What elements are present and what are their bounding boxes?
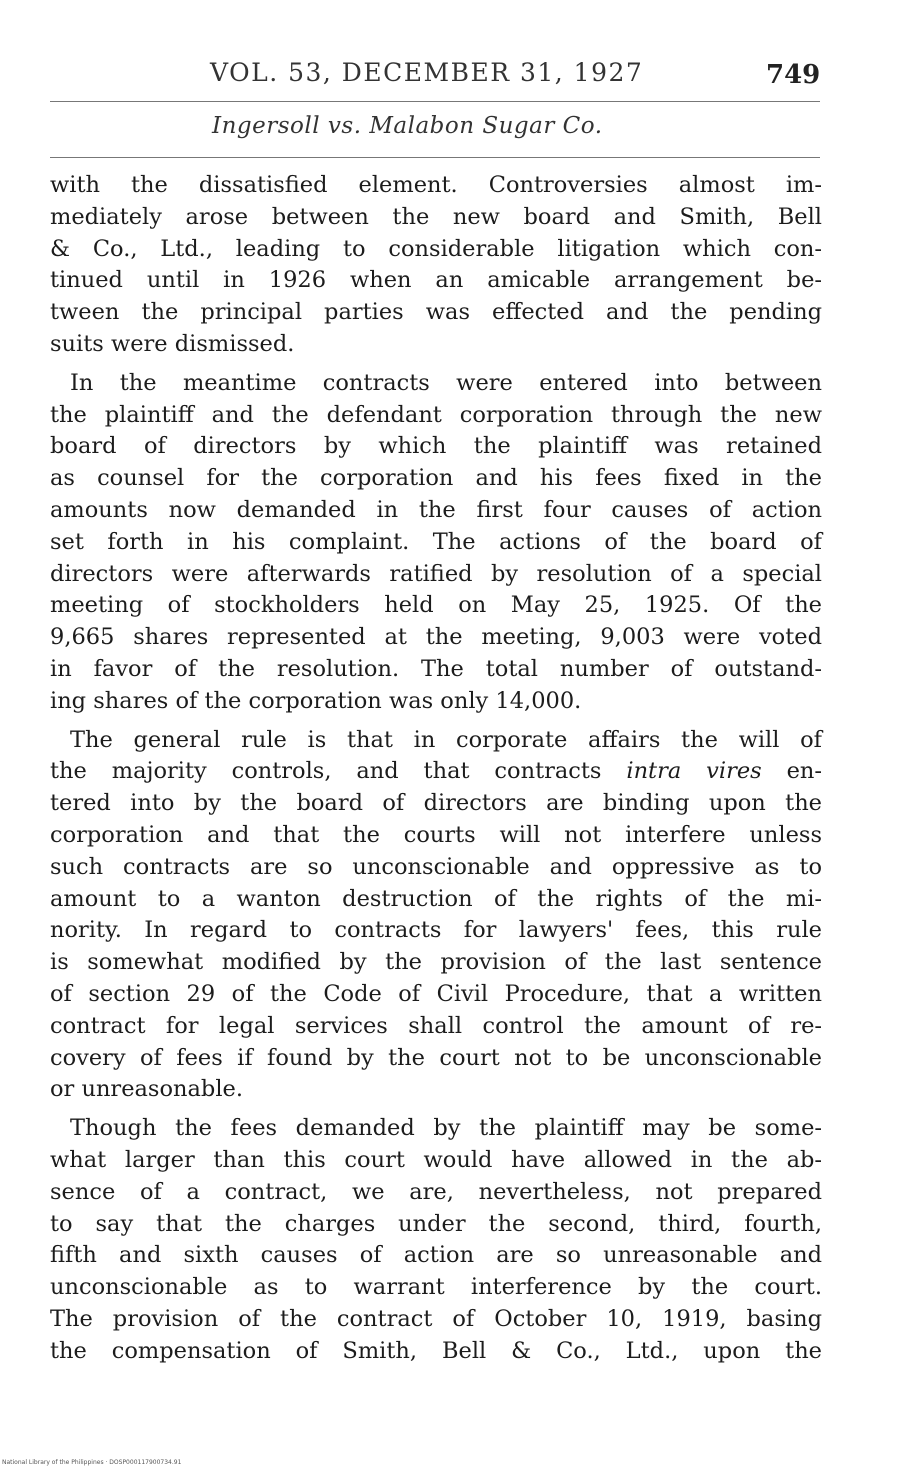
page-number: 749 bbox=[766, 60, 821, 90]
text-line: amounts now demanded in the first four causes of action bbox=[50, 496, 822, 523]
text-segment: the majority controls, and that contracts bbox=[50, 758, 602, 785]
text-line: meeting of stockholders held on May 25, 1925. Of the bbox=[50, 592, 822, 619]
italic-phrase: intra vires bbox=[626, 758, 762, 785]
text-line: of section 29 of the Code of Civil Procedure, that a written bbox=[50, 980, 822, 1007]
text-line: In the meantime contracts were entered into between bbox=[70, 369, 822, 396]
text-line: corporation and that the courts will not interfere unless bbox=[50, 821, 822, 848]
text-line: fifth and sixth causes of action are so unreasonable and bbox=[50, 1242, 822, 1269]
text-line: ing shares of the corporation was only 14,000. bbox=[50, 687, 582, 714]
text-line: sence of a contract, we are, nevertheless, not prepared bbox=[50, 1178, 822, 1205]
text-line-with-italic bbox=[50, 756, 822, 788]
text-line: unconscionable as to warrant interference by the court. bbox=[50, 1274, 822, 1301]
header-rule-top bbox=[50, 101, 820, 102]
text-line: the compensation of Smith, Bell & Co., Ltd., upon the bbox=[50, 1337, 822, 1364]
text-segment: en- bbox=[786, 758, 822, 785]
text-line: covery of fees if found by the court not to be unconscionable bbox=[50, 1044, 822, 1071]
text-line: to say that the charges under the second, third, fourth, bbox=[50, 1210, 822, 1237]
text-line: directors were afterwards ratified by resolution of a special bbox=[50, 560, 822, 587]
scan-footer: National Library of the Philippines · DOSP000117900734.91 bbox=[2, 1459, 182, 1466]
text-line: The general rule is that in corporate affairs the will of bbox=[70, 726, 822, 753]
text-line: contract for legal services shall control the amount of re- bbox=[50, 1012, 822, 1039]
text-line: mediately arose between the new board and Smith, Bell bbox=[50, 203, 822, 230]
text-line: the plaintiff and the defendant corporation through the new bbox=[50, 401, 822, 428]
running-head: VOL. 53, DECEMBER 31, 1927 bbox=[210, 58, 644, 87]
text-line: set forth in his complaint. The actions of the board of bbox=[50, 528, 822, 555]
case-title: Ingersoll vs. Malabon Sugar Co. bbox=[212, 113, 603, 139]
paragraph-1 bbox=[50, 170, 822, 361]
text-line: what larger than this court would have allowed in the ab- bbox=[50, 1146, 822, 1173]
text-line: tinued until in 1926 when an amicable arrangement be- bbox=[50, 267, 822, 294]
text-line: tered into by the board of directors are binding upon the bbox=[50, 790, 822, 817]
text-line: amount to a wanton destruction of the rights of the mi- bbox=[50, 885, 822, 912]
text-line: tween the principal parties was effected and the pending bbox=[50, 299, 822, 326]
text-line: such contracts are so unconscionable and oppressive as to bbox=[50, 853, 822, 880]
body-text bbox=[50, 170, 822, 1367]
header-rule-bottom bbox=[50, 157, 820, 158]
paragraph-2 bbox=[50, 368, 822, 718]
text-line: board of directors by which the plaintiff was retained bbox=[50, 433, 822, 460]
text-line: or unreasonable. bbox=[50, 1076, 243, 1103]
text-line: with the dissatisfied element. Controversies almost im- bbox=[50, 172, 822, 198]
paragraph-3 bbox=[50, 725, 822, 1107]
text-line: nority. In regard to contracts for lawyers' fees, this rule bbox=[50, 917, 822, 944]
text-line: in favor of the resolution. The total number of outstand- bbox=[50, 655, 822, 682]
text-line: Though the fees demanded by the plaintiff may be some- bbox=[70, 1115, 822, 1142]
text-line: as counsel for the corporation and his fees fixed in the bbox=[50, 465, 822, 492]
text-line: 9,665 shares represented at the meeting, 9,003 were voted bbox=[50, 624, 822, 651]
paragraph-4 bbox=[50, 1113, 822, 1367]
text-line: suits were dismissed. bbox=[50, 330, 295, 357]
paragraph-gap bbox=[50, 718, 822, 725]
text-line: is somewhat modified by the provision of the last sentence bbox=[50, 949, 822, 976]
paragraph-gap bbox=[50, 1106, 822, 1113]
text-line: The provision of the contract of October 10, 1919, basing bbox=[50, 1305, 822, 1332]
text-line: & Co., Ltd., leading to considerable litigation which con- bbox=[50, 235, 822, 262]
paragraph-gap bbox=[50, 361, 822, 368]
